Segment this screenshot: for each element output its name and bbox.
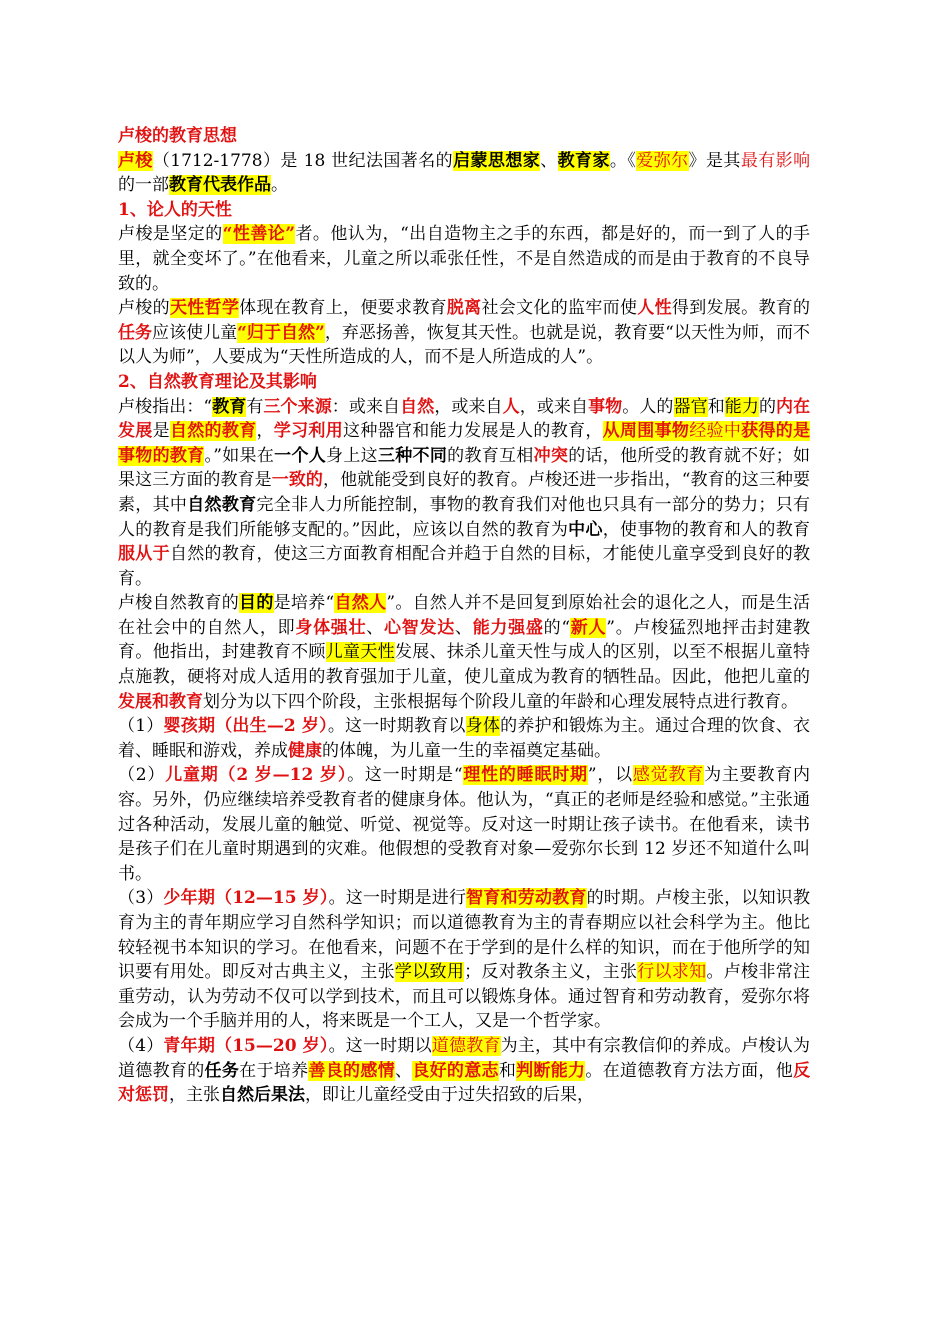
- section-heading-2: 2、自然教育理论及其影响: [118, 371, 317, 392]
- text-run: 三个来源: [263, 396, 332, 417]
- text-run: （1712-1778）是 18 世纪法国著名的: [152, 150, 454, 171]
- stage-childhood: [118, 763, 810, 886]
- text-run: 得到发展。教育的: [671, 298, 811, 319]
- text-run: 、: [394, 1060, 413, 1081]
- text-run: 。在道德教育方法方面，他: [585, 1060, 794, 1081]
- text-run: 教育代表作品: [169, 175, 271, 196]
- text-run: 卢梭: [118, 150, 153, 171]
- text-run: 、: [366, 617, 385, 638]
- text-run: 自然后果法: [220, 1085, 305, 1106]
- doc-title: 卢梭的教育思想: [118, 126, 237, 146]
- text-run: 的体魄，为儿童一生的幸福奠定基础。: [322, 740, 611, 761]
- text-run: 内在发展: [118, 396, 811, 442]
- paragraph-natural-man: [118, 591, 810, 714]
- text-run: ”。卢梭猛烈地抨击封建教育。他指出，封建教育不顾: [118, 617, 811, 663]
- text-run: 自然的教育: [169, 421, 257, 442]
- text-run: 卢梭的: [118, 298, 170, 319]
- text-run: 。: [271, 175, 288, 196]
- text-run: 的“: [543, 617, 571, 638]
- text-run: 的一部: [118, 175, 169, 196]
- text-run: ；反对教条主义，主张: [464, 962, 638, 983]
- text-run: ，使事物的教育和人的教育: [602, 519, 810, 540]
- text-run: 经验中: [689, 421, 742, 442]
- text-run: 冲突: [533, 445, 569, 466]
- stage-adolescence: [118, 886, 810, 1034]
- text-run: 能力: [724, 396, 759, 417]
- text-run: 心智发达: [384, 617, 455, 638]
- text-run: 卢梭是坚定的: [118, 224, 223, 245]
- text-run: 是培养“: [273, 593, 335, 614]
- text-run: 获得的是事物的教育: [118, 421, 811, 466]
- text-run: 反对惩罚: [118, 1060, 811, 1106]
- text-run: 良好的意志: [412, 1060, 499, 1081]
- stage-youth: [118, 1034, 810, 1108]
- text-run: 。这一时期以: [328, 1035, 432, 1056]
- text-run: 一个人: [274, 445, 327, 466]
- text-run: 。这一时期是进行: [328, 888, 467, 909]
- text-run: 是: [152, 421, 170, 442]
- text-run: 健康: [288, 740, 322, 761]
- text-run: ”，以: [587, 765, 633, 786]
- text-run: ”。自然人并不是回复到原始社会的退化之人，而是生活在社会中的自然人，即: [118, 593, 811, 638]
- text-run: 。人的: [622, 396, 674, 417]
- text-run: ，主张: [169, 1085, 220, 1106]
- text-run: 自然的教育，使这三方面教育相配合并趋于自然的目标，才能使儿童享受到良好的教育。: [118, 544, 811, 589]
- text-run: 自然人: [334, 593, 387, 614]
- intro-paragraph: [118, 149, 810, 198]
- text-run: ，或来自: [519, 396, 589, 417]
- text-run: 任务: [204, 1060, 240, 1081]
- text-run: 儿童天性: [325, 642, 395, 663]
- text-run: 卢梭自然教育的: [118, 593, 240, 614]
- text-run: 。这一时期是“: [347, 765, 463, 786]
- text-run: 的教育互相: [447, 445, 534, 466]
- text-run: 爱弥尔: [636, 150, 689, 171]
- text-run: 事物: [588, 396, 623, 417]
- text-run: 的养护和锻炼为主。通过合理的饮食、衣着、睡眠和游戏，养成: [118, 716, 811, 761]
- paragraph-three-sources: [118, 395, 810, 592]
- text-run: 、: [454, 617, 473, 638]
- text-run: 》是其: [688, 150, 741, 171]
- text-run: 社会文化的监牢而使: [481, 298, 638, 319]
- text-run: 学习利用: [273, 421, 344, 442]
- text-run: 启蒙思想家: [453, 150, 541, 171]
- text-run: 和: [707, 396, 725, 417]
- text-run: ，弃恶扬善，恢复其天性。也就是说，教育要“以天性为师，而不以人为师”，人要成为“天性所造成的人，而不是人所造成的人”。: [118, 322, 811, 368]
- text-run: 发展、抹杀儿童天性与成人的区别，以至不根据儿童特点施教，硬将对成人适用的教育强加于儿童，使儿童成为教育的牺牲品。因此，他把儿童的: [118, 642, 811, 688]
- text-run: 三种不同: [377, 445, 448, 466]
- text-run: 在于培养: [239, 1060, 309, 1081]
- paragraph-nature-1: [118, 222, 810, 296]
- text-run: 。这一时期教育以: [327, 716, 466, 737]
- text-run: （2）: [118, 765, 166, 786]
- text-run: 人性: [637, 298, 672, 319]
- text-run: 中心: [568, 519, 603, 540]
- text-run: 人: [502, 396, 520, 417]
- text-run: ，或来自: [434, 396, 503, 417]
- text-run: 感觉教育: [632, 765, 705, 786]
- text-run: 应该使儿童: [152, 322, 238, 343]
- text-run: ，他就能受到良好的教育。卢梭还进一步指出，“教育的这三种要素，其中: [118, 470, 810, 515]
- text-run: 学以致用: [394, 962, 465, 983]
- text-run: 天性哲学: [169, 298, 240, 319]
- text-run: ，即让儿童经受由于过失招致的后果，: [305, 1085, 594, 1106]
- text-run: 脱离: [446, 298, 482, 319]
- text-run: （1）: [118, 716, 164, 737]
- text-run: 身体: [465, 716, 501, 737]
- text-run: 的时期。卢梭主张，以知识教育为主的青年期应学习自然科学知识；而以道德教育为主的青春期应以社会科学为主。他比较轻视书本知识的学习。在他看来，问题不在于学到的是什么样的知识，而在于他所学的知识要有用处。即反对古典主义，主张: [118, 888, 811, 983]
- text-run: （4）: [118, 1035, 164, 1056]
- text-run: 教育: [212, 396, 247, 417]
- text-run: 身体强壮: [295, 617, 367, 638]
- text-run: 智育和劳动教育: [466, 888, 587, 909]
- text-run: 道德教育: [431, 1035, 501, 1056]
- text-run: 这种器官和能力发展是人的教育，: [343, 421, 603, 442]
- text-run: 目的: [239, 593, 274, 614]
- text-run: 任务: [118, 322, 153, 343]
- text-run: 服从于: [118, 544, 170, 565]
- text-run: 的话，他所受的教育就不好；如果这三方面的教育是: [118, 445, 811, 491]
- document-page: [118, 124, 810, 1108]
- text-run: “归于自然”: [237, 322, 325, 343]
- text-run: 。《: [609, 150, 637, 171]
- text-run: 。”如果在: [204, 445, 275, 466]
- text-run: 发展和教育: [118, 691, 203, 712]
- text-run: 理性的睡眠时期: [462, 765, 588, 786]
- text-run: 器官: [673, 396, 708, 417]
- text-run: 青年期（15—20 岁）: [163, 1035, 329, 1056]
- text-run: 身上这: [326, 445, 378, 466]
- text-run: 为主要教育内容。另外，仍应继续培养受教育者的健康身体。他认为，“真正的老师是经验和感觉。”主张通过各种活动，发展儿童的触觉、听觉、视觉等。反对这一时期让孩子读书。在他看来，读书是孩子们在儿童时期遇到的灾难。他假想的受教育对象—爱弥尔长到 12 岁还不知道什么叫书。: [118, 765, 811, 884]
- text-run: 为主，其中有宗教信仰的养成。卢梭认为道德教育的: [118, 1035, 811, 1081]
- text-run: 有: [246, 396, 264, 417]
- text-run: 善良的感情: [308, 1060, 395, 1081]
- text-run: 行以求知: [637, 962, 707, 983]
- text-run: 者。他认为，“出自造物主之手的东西，都是好的，而一到了人的手里，就全变坏了。”在他看来，儿童之所以乖张任性，不是自然造成的而是由于教育的不良导致的。: [118, 224, 811, 294]
- paragraph-nature-2: [118, 296, 810, 370]
- text-run: “性善论”: [222, 224, 296, 245]
- text-run: ，: [256, 421, 274, 442]
- text-run: 卢梭指出：“: [118, 396, 213, 417]
- text-run: ：或来自: [331, 396, 401, 417]
- text-run: 体现在教育上，便要求教育: [239, 298, 447, 319]
- stage-infancy: [118, 714, 810, 763]
- text-run: 从周围事物: [602, 421, 690, 442]
- text-run: 、: [540, 150, 558, 171]
- text-run: 少年期（12—15 岁）: [163, 888, 329, 909]
- text-run: 婴孩期（出生—2 岁）: [163, 716, 328, 737]
- text-run: 。卢梭非常注重劳动，认为劳动不仅可以学到技术，而且可以锻炼身体。通过智育和劳动教育，爱弥尔将会成为一个手脑并用的人，将来既是一个工人，又是一个哲学家。: [118, 962, 811, 1032]
- text-run: 一致的: [271, 470, 323, 491]
- text-run: 自然教育: [187, 494, 257, 515]
- text-run: 划分为以下四个阶段，主张根据每个阶段儿童的年龄和心理发展特点进行教育。: [203, 691, 798, 712]
- text-run: 能力强盛: [472, 617, 544, 638]
- text-run: 儿童期（2 岁—12 岁）: [165, 765, 348, 786]
- text-run: （3）: [118, 888, 164, 909]
- text-run: 判断能力: [516, 1060, 586, 1081]
- text-run: 最有影响: [740, 150, 811, 171]
- section-heading-1: 1、论人的天性: [118, 199, 232, 220]
- text-run: 和: [498, 1060, 517, 1081]
- text-run: 自然: [400, 396, 435, 417]
- text-run: 新人: [570, 617, 607, 638]
- text-run: 完全非人力所能控制，事物的教育我们对他也只具有一部分的势力；只有人的教育是我们所能够支配的。”因此，应该以自然的教育为: [118, 494, 811, 540]
- text-run: 教育家: [557, 150, 610, 171]
- text-run: 的: [758, 396, 777, 417]
